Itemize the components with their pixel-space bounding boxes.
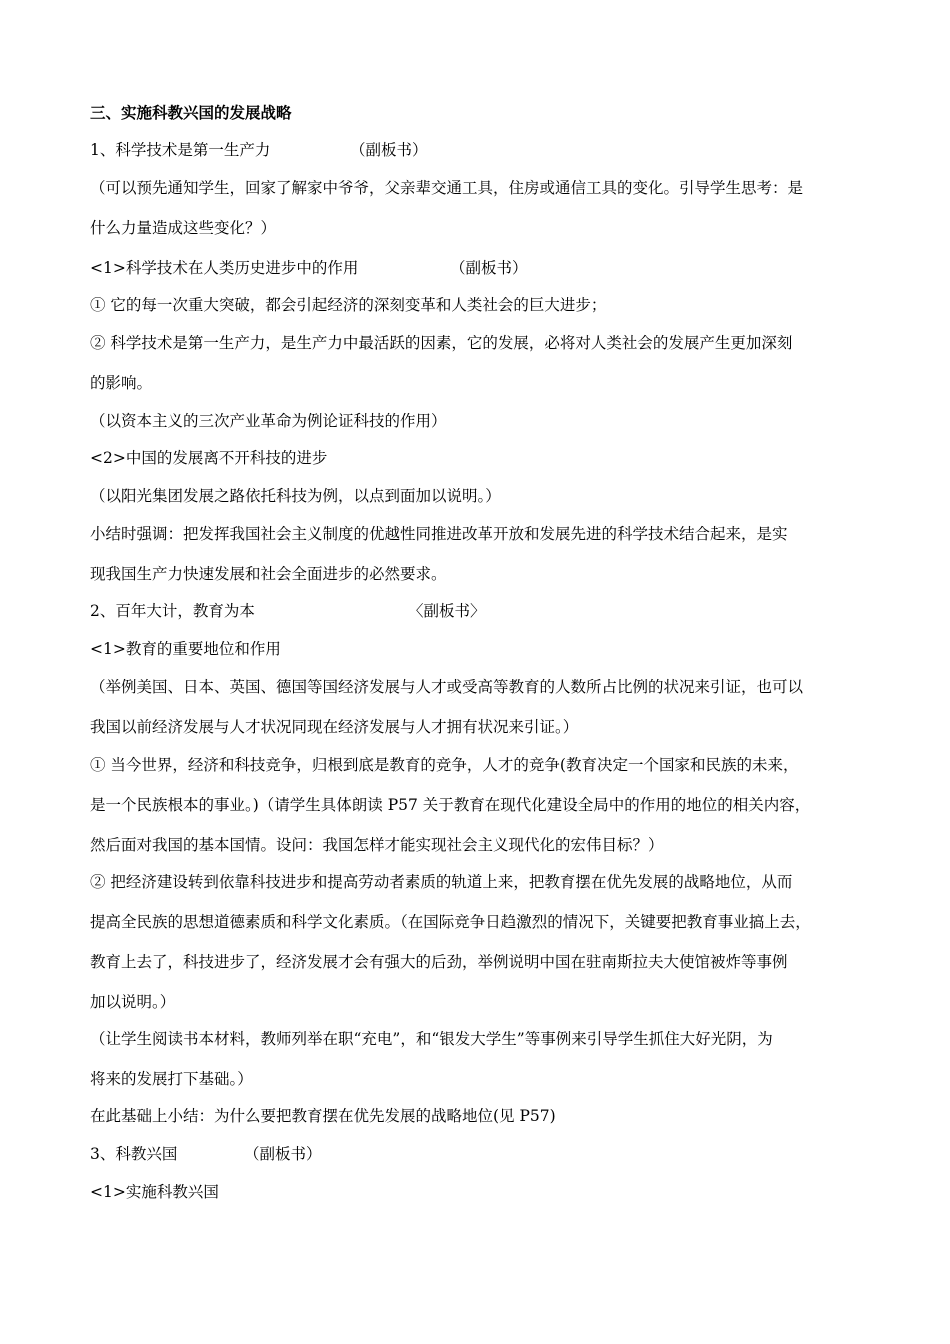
subheading-2-text: 2、百年大计，教育为本 (90, 602, 255, 620)
paragraph-line: ① 它的每一次重大突破，都会引起经济的深刻变革和人类社会的巨大进步； (90, 296, 607, 314)
paragraph-line: 然后面对我国的基本国情。设问：我国怎样才能实现社会主义现代化的宏伟目标？） (90, 836, 664, 854)
paragraph-line: 我国以前经济发展与人才状况同现在经济发展与人才拥有状况来引证。） (90, 718, 579, 736)
subheading-1-text: 1、科学技术是第一生产力 (90, 141, 271, 159)
paragraph-line: 现我国生产力快速发展和社会全面进步的必然要求。 (90, 565, 447, 583)
paragraph-line: 是一个民族根本的事业。)（请学生具体朗读 P57 关于教育在现代化建设全局中的作用的地位的相关内容， (90, 796, 811, 814)
paragraph-line: 教育上去了，科技进步了，经济发展才会有强大的后劲，举例说明中国在驻南斯拉夫大使馆被炸等事例 (90, 953, 788, 971)
section-heading: 三、实施科教兴国的发展战略 (90, 104, 292, 122)
board-note-2: （副板书） (450, 259, 528, 277)
paragraph-line: 在此基础上小结：为什么要把教育摆在优先发展的战略地位(见 P57) (90, 1107, 556, 1125)
paragraph-line: 的影响。 (90, 374, 153, 392)
paragraph-line: （可以预先通知学生，回家了解家中爷爷，父亲辈交通工具，住房或通信工具的变化。引导学生思考：是 (90, 179, 804, 197)
paragraph-line: 将来的发展打下基础。） (90, 1070, 253, 1088)
paragraph-line: （以资本主义的三次产业革命为例论证科技的作用） (90, 412, 447, 430)
paragraph-line: ② 把经济建设转到依靠科技进步和提高劳动者素质的轨道上来，把教育摆在优先发展的战略地位，从而 (90, 873, 793, 891)
paragraph-line: （让学生阅读书本材料，教师列举在职“充电”，和“银发大学生”等事例来引导学生抓住大好光阴，为 (90, 1030, 773, 1048)
subheading-3-text: 3、科教兴国 (90, 1145, 178, 1163)
paragraph-line: 小结时强调：把发挥我国社会主义制度的优越性同推进改革开放和发展先进的科学技术结合起来，是实 (90, 525, 788, 543)
paragraph-line: （举例美国、日本、英国、德国等国经济发展与人才或受高等教育的人数所占比例的状况来引证，也可以 (90, 678, 804, 696)
board-note-3: 〈副板书〉 (408, 602, 486, 620)
paragraph-line: 什么力量造成这些变化？） (90, 219, 277, 237)
paragraph-line: <2>中国的发展离不开科技的进步 (90, 449, 328, 467)
board-note-1: （副板书） (350, 141, 428, 159)
paragraph-line: ② 科学技术是第一生产力，是生产力中最活跃的因素，它的发展，必将对人类社会的发展产生更加深刻 (90, 334, 793, 352)
subheading-2 (90, 601, 486, 621)
board-note-4: （副板书） (244, 1145, 322, 1163)
paragraph-line: （以阳光集团发展之路依托科技为例，以点到面加以说明。） (90, 487, 501, 505)
paragraph-line: ① 当今世界，经济和科技竞争，归根到底是教育的竞争，人才的竞争(教育决定一个国家和民族的未来， (90, 756, 799, 774)
subheading-1 (90, 140, 428, 160)
paragraph-line: <1>实施科教兴国 (90, 1183, 219, 1201)
subheading-3 (90, 1144, 322, 1164)
subpoint-1-1 (90, 258, 528, 278)
subpoint-1-1-text: <1>科学技术在人类历史进步中的作用 (90, 259, 359, 277)
paragraph-line: 加以说明。） (90, 993, 176, 1011)
paragraph-line: <1>教育的重要地位和作用 (90, 640, 281, 658)
paragraph-line: 提高全民族的思想道德素质和科学文化素质。（在国际竞争日趋激烈的情况下，关键要把教育事业搞上去， (90, 913, 811, 931)
